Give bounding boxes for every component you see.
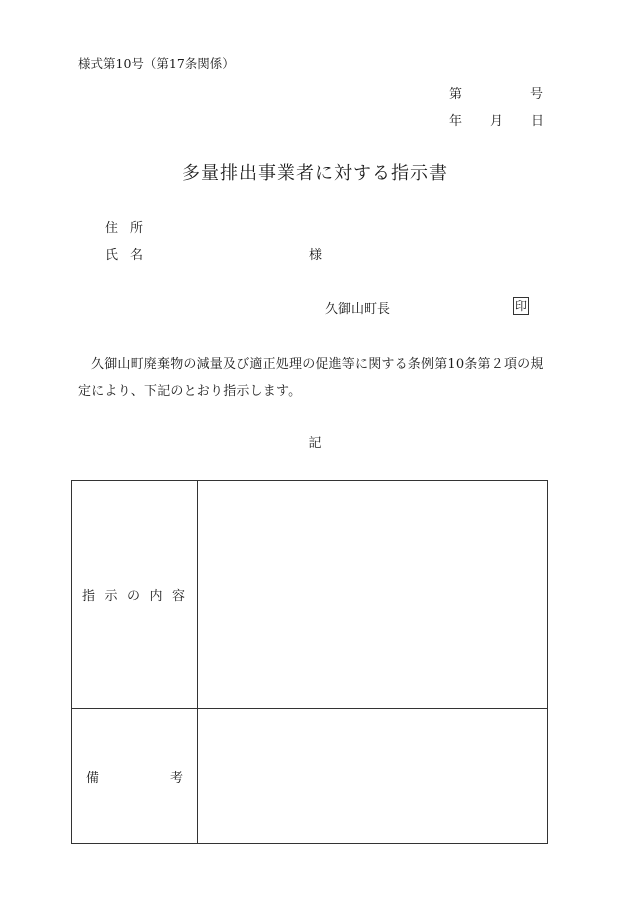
instruction-content-label-cell (72, 481, 198, 709)
instruction-content-field[interactable] (198, 481, 548, 709)
date-day-label: 日 (531, 114, 545, 129)
label-char: 備 (86, 770, 100, 786)
address-label: 住所 (105, 221, 156, 236)
form-number: 様式第10号（第17条関係） (78, 56, 235, 71)
name-label: 氏名 (105, 248, 156, 263)
label-char: 示 (104, 589, 118, 604)
date-month-label: 月 (490, 114, 504, 129)
label-char: 指 (82, 589, 96, 604)
remarks-field[interactable] (198, 709, 548, 844)
instruction-content-label (72, 585, 197, 604)
remarks-label-cell (72, 709, 198, 844)
document-title: 多量排出事業者に対する指示書 (182, 163, 448, 184)
instruction-content-row (72, 481, 548, 709)
document-number-suffix: 号 (530, 87, 544, 102)
ki-heading: 記 (308, 436, 322, 451)
label-char: 容 (171, 589, 185, 604)
label-char: 考 (169, 770, 183, 786)
seal-mark: 印 (514, 299, 527, 313)
instruction-table (71, 480, 548, 844)
honorific: 様 (309, 248, 323, 263)
instruction-body: 久御山町廃棄物の減量及び適正処理の促進等に関する条例第10条第２項の規定により、下記のとおり指示します。 (78, 357, 544, 399)
document-number-label: 第 (449, 87, 463, 102)
issuer-title: 久御山町長 (325, 302, 391, 317)
remarks-row (72, 709, 548, 844)
label-char: の (126, 589, 140, 604)
label-char: 内 (149, 589, 163, 604)
date-year-label: 年 (449, 114, 463, 129)
remarks-label (72, 767, 197, 786)
